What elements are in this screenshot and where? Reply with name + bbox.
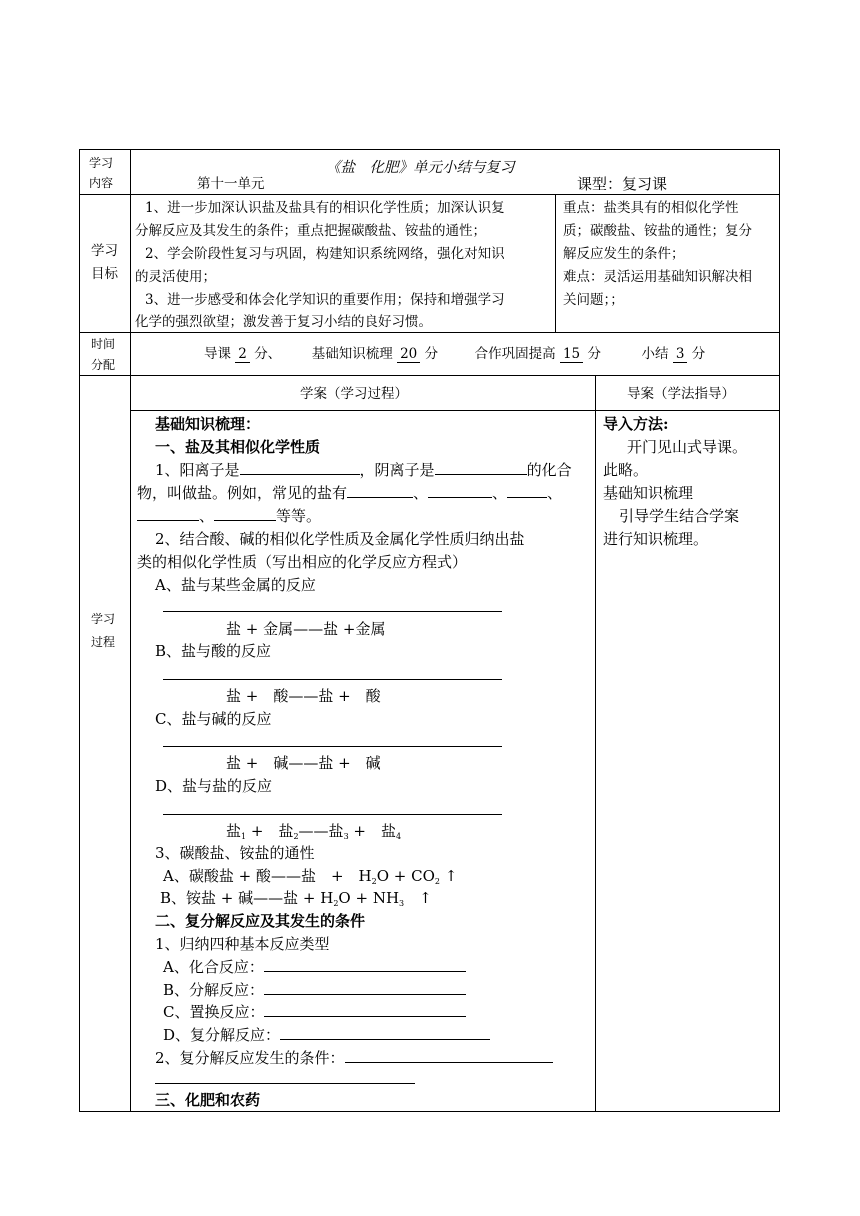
blank-salt <box>214 506 276 521</box>
table-border-top <box>79 149 780 150</box>
blank-salt <box>347 483 413 498</box>
separator: 、 <box>492 484 508 502</box>
condition-question <box>155 1048 553 1068</box>
time-intro-label: 导课 <box>204 346 231 362</box>
reaction-type-label: B、分解反应： <box>163 981 265 999</box>
subscript: 3 <box>343 832 349 841</box>
blank-cation <box>240 460 360 475</box>
subscript: 2 <box>371 877 377 886</box>
goal-line: 分解反应及其发生的条件；重点把握碳酸盐、铵盐的通性； <box>135 223 486 239</box>
reaction-type-row <box>163 957 466 977</box>
reaction-c-equation: 盐 + 碱——盐 + 碱 <box>226 754 381 772</box>
equation-part: + 盐 <box>348 822 396 840</box>
answer-line <box>163 746 502 747</box>
time-basics-label: 基础知识梳理 <box>311 346 393 362</box>
row-divider-process <box>79 375 780 376</box>
table-border-right <box>779 149 780 1111</box>
focus-line: 重点：盐类具有的相似化学性 <box>563 200 739 216</box>
answer-line <box>163 814 502 815</box>
process-column-divider <box>595 375 596 1111</box>
reaction-d-title: D、盐与盐的反应 <box>155 777 273 795</box>
label-column-divider <box>130 149 131 1111</box>
subscript: 1 <box>241 832 247 841</box>
subscript: 2 <box>434 877 440 886</box>
time-unit: 分 <box>587 346 601 362</box>
blank-anion <box>435 460 527 475</box>
blank-answer <box>345 1048 553 1063</box>
row-divider-time <box>79 332 780 333</box>
equation-part: O + CO <box>376 867 435 885</box>
goal-line: 的灵活使用； <box>135 269 216 285</box>
separator: 、 <box>413 484 429 502</box>
equation-part: + 盐 <box>246 822 294 840</box>
question-text: 物，叫做盐。例如，常见的盐有 <box>137 484 348 502</box>
time-unit: 分、 <box>254 346 282 362</box>
subscript: 2 <box>293 832 299 841</box>
goal-line: 化学的强烈欲望；激发善于复习小结的良好习惯。 <box>135 314 432 330</box>
reaction-c-title: C、盐与碱的反应 <box>155 710 272 728</box>
process-label-line1: 学习 <box>91 612 116 626</box>
answer-line <box>163 611 502 612</box>
guide-line: 此略。 <box>603 461 649 479</box>
subscript: 3 <box>399 899 405 908</box>
equation-part: ↑ <box>439 867 458 885</box>
question-2-line1: 2、结合酸、碱的相似化学性质及金属化学性质归纳出盐 <box>155 530 525 548</box>
reaction-a-equation: 盐 + 金属——盐 +金属 <box>226 620 386 638</box>
reaction-b-title: B、盐与酸的反应 <box>155 642 272 660</box>
goal-line: 2、学会阶段性复习与巩固，构建知识系统网络，强化对知识 <box>145 246 505 262</box>
focus-line: 质；碳酸盐、铵盐的通性；复分 <box>563 223 752 239</box>
page-title: 《盐 化肥》单元小结与复习 <box>326 160 515 176</box>
blank-salt <box>428 483 492 498</box>
reaction-types-title: 1、归纳四种基本反应类型 <box>155 935 330 953</box>
process-header-divider <box>130 410 780 411</box>
question-text: ，阴离子是 <box>359 461 435 479</box>
reaction-type-row <box>163 1025 490 1045</box>
lesson-type: 课型：复习课 <box>577 175 668 193</box>
focus-line: 关问题；； <box>563 292 624 308</box>
equation-part: A、碳酸盐 + 酸——盐 + H <box>163 867 372 885</box>
question-2-line2: 类的相似化学性质（写出相应的化学反应方程式） <box>137 553 468 571</box>
blank-answer <box>264 980 466 995</box>
goal-line: 3、进一步感受和体会化学知识的重要作用；保持和增强学习 <box>145 292 505 308</box>
question-text: 1、阳离子是 <box>155 461 240 479</box>
blank-salt <box>507 483 547 498</box>
basic-heading: 基础知识梳理： <box>155 415 261 433</box>
reaction-type-label: A、化合反应： <box>163 958 264 976</box>
goals-label-line2: 目标 <box>91 266 118 282</box>
question-text: 等等。 <box>276 507 322 525</box>
column-header-teaching-guide: 导案（学法指导） <box>627 386 735 402</box>
reaction-type-label: D、复分解反应： <box>163 1026 281 1044</box>
guide-title: 导入方法: <box>603 415 669 433</box>
unit-name: 第十一单元 <box>197 176 265 192</box>
equation-part: O + NH <box>338 889 400 907</box>
blank-salt <box>137 506 199 521</box>
blank-answer <box>264 957 466 972</box>
row-divider-goals <box>79 194 780 195</box>
section-heading: 一、盐及其相似化学性质 <box>155 438 321 456</box>
time-coop-label: 合作巩固提高 <box>474 346 556 362</box>
equation-part: B、铵盐 + 碱——盐 + H <box>160 889 334 907</box>
focus-line: 难点：灵活运用基础知识解决相 <box>563 269 752 285</box>
blank-answer <box>264 1002 466 1017</box>
time-summary-minutes: 3 <box>673 346 688 363</box>
question-1-line2 <box>137 483 562 503</box>
goals-column-divider <box>555 194 556 332</box>
equation-part: ↑ <box>404 889 432 907</box>
guide-line: 基础知识梳理 <box>603 484 694 502</box>
separator: 、 <box>199 507 215 525</box>
subscript: 4 <box>396 832 402 841</box>
time-label-line2: 分配 <box>91 358 116 372</box>
equation-part: ——盐 <box>298 822 344 840</box>
goal-line: 1、进一步加深认识盐及盐具有的相识化学性质；加深认识复 <box>145 200 505 216</box>
answer-line <box>155 1083 415 1084</box>
reaction-type-label: C、置换反应： <box>163 1003 265 1021</box>
question-1-line3 <box>137 506 321 526</box>
time-summary-label: 小结 <box>641 346 669 362</box>
time-unit: 分 <box>691 346 706 362</box>
question-text: 2、复分解反应发生的条件： <box>155 1049 345 1067</box>
time-coop-minutes: 15 <box>560 346 583 363</box>
answer-line <box>163 679 502 680</box>
table-border-left <box>79 149 80 1111</box>
reaction-a-title: A、盐与某些金属的反应 <box>155 576 316 594</box>
time-unit: 分 <box>424 346 439 362</box>
equation-part: 盐 <box>226 822 242 840</box>
time-basics-minutes: 20 <box>397 346 420 363</box>
focus-line: 解反应发生的条件； <box>563 246 685 262</box>
content-label-line2: 内容 <box>89 176 114 190</box>
column-header-study-plan: 学案（学习过程） <box>300 386 408 402</box>
time-allocation-line <box>204 344 705 364</box>
table-border-bottom <box>79 1111 780 1112</box>
time-label-line1: 时间 <box>91 337 116 351</box>
goals-label-line1: 学习 <box>91 243 118 259</box>
time-intro-minutes: 2 <box>235 346 250 363</box>
reaction-type-row <box>163 1002 466 1022</box>
reaction-b-equation: 盐 + 酸——盐 + 酸 <box>226 687 381 705</box>
guide-line: 进行知识梳理。 <box>603 530 709 548</box>
guide-line: 引导学生结合学案 <box>619 507 740 525</box>
process-label-line2: 过程 <box>91 635 116 649</box>
question-1-line1 <box>155 460 572 480</box>
section-heading: 二、复分解反应及其发生的条件 <box>155 912 366 930</box>
separator: 、 <box>547 484 563 502</box>
subscript: 2 <box>333 899 339 908</box>
guide-line: 开门见山式导课。 <box>627 438 748 456</box>
section-heading: 三、化肥和农药 <box>155 1091 261 1109</box>
question-3: 3、碳酸盐、铵盐的通性 <box>155 844 315 862</box>
reaction-type-row <box>163 980 466 1000</box>
content-label-line1: 学习 <box>89 156 114 170</box>
question-text: 的化合 <box>526 461 572 479</box>
blank-answer <box>280 1025 490 1040</box>
